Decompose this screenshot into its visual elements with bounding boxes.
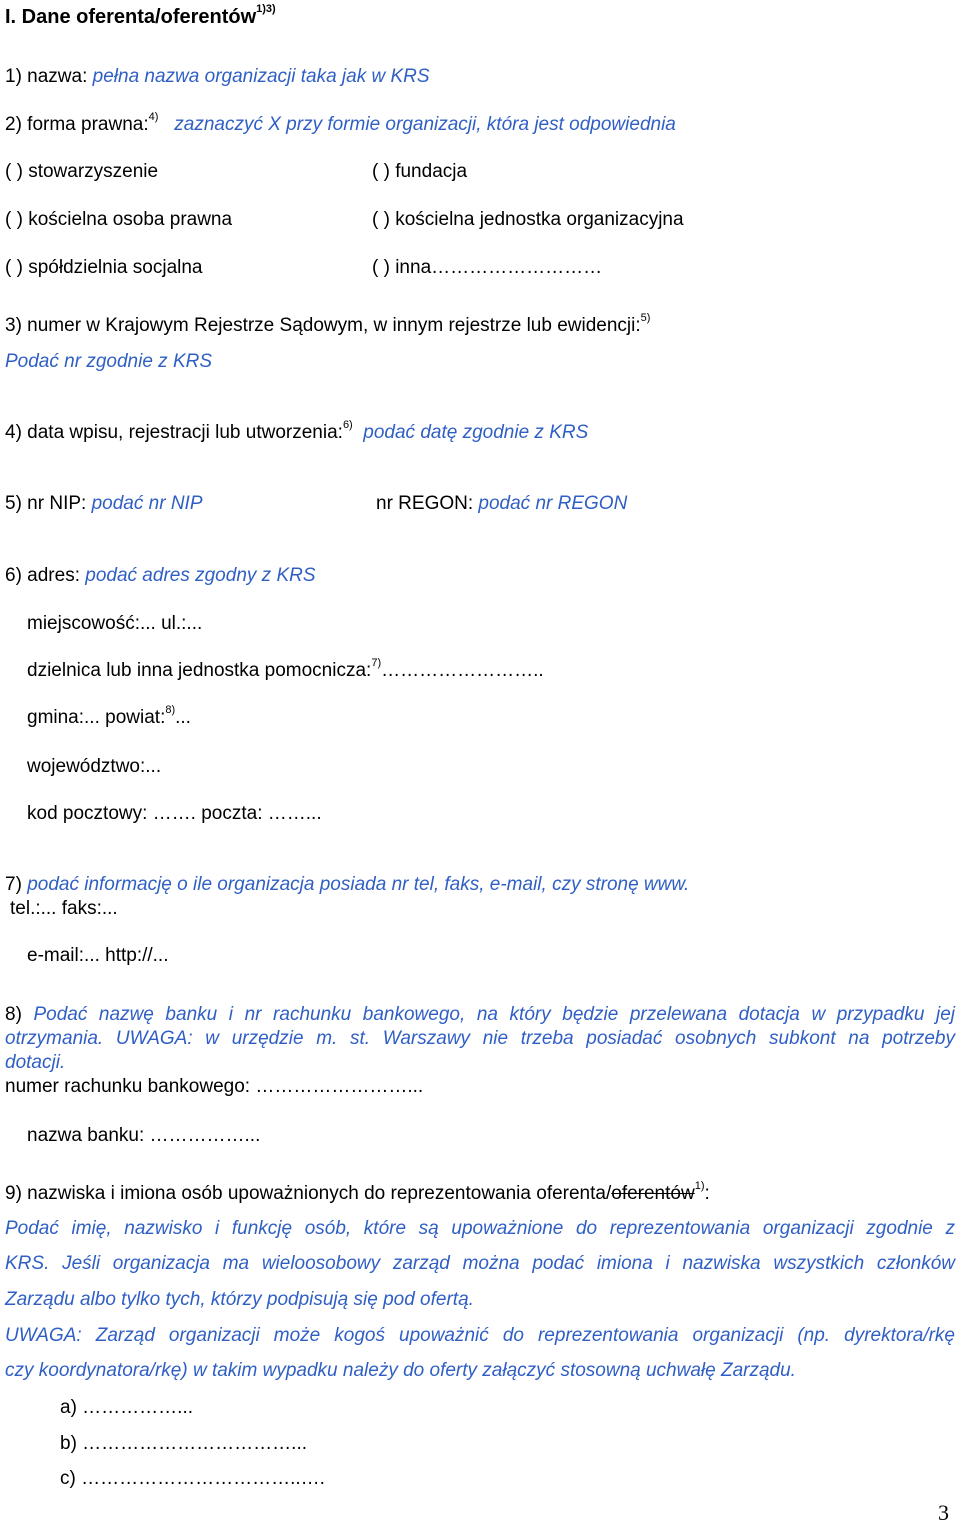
representative-b: b) ……………………………...	[60, 1433, 308, 1454]
address-label: 6) adres:	[5, 565, 80, 586]
name-hint: pełna nazwa organizacji taka jak w KRS	[92, 66, 430, 87]
bank-name: nazwa banku: ……………...	[27, 1125, 261, 1146]
section-title-footnote: 1)3)	[256, 3, 276, 15]
bank-number: 8)	[5, 1004, 22, 1025]
registry-number-field	[5, 312, 651, 336]
representative-c: c) ……………………………..….	[60, 1468, 325, 1489]
address-district-footnote: 7)	[371, 657, 382, 669]
representatives-hint-line-5: czy koordynatora/rkę) w takim wypadku należy do oferty załączyć stosowną uchwałę Zarządu.	[5, 1360, 796, 1381]
address-gmina-powiat	[27, 704, 191, 728]
legal-form-option-inna[interactable]: ( ) inna………………………	[372, 257, 603, 278]
registration-date-footnote: 6)	[342, 419, 353, 431]
registration-date-hint: podać datę zgodnie z KRS	[363, 422, 589, 443]
address-gmina-label: gmina:... powiat:	[27, 707, 166, 728]
nip-field	[5, 494, 203, 513]
representatives-hint-line-3: Zarządu albo tylko tych, którzy podpisują się pod ofertą.	[5, 1289, 474, 1310]
representative-a: a) ……………...	[60, 1397, 194, 1418]
nip-hint: podać nr NIP	[91, 493, 203, 514]
address-hint: podać adres zgodny z KRS	[85, 565, 316, 586]
name-field	[5, 67, 430, 86]
regon-label: nr REGON:	[376, 493, 474, 514]
contact-field	[5, 875, 689, 894]
legal-form-option-koscielna-jednostka[interactable]: ( ) kościelna jednostka organizacyjna	[372, 209, 684, 230]
representatives-footnote: 1)	[694, 1180, 705, 1192]
representatives-hint-line-4: UWAGA: Zarząd organizacji może kogoś upoważnić do reprezentowania organizacji (np. dyrektora/rkę	[5, 1325, 955, 1346]
representatives-hint-line-2: KRS. Jeśli organizacja ma wieloosobowy zarząd można podać imiona i nazwiska wszystkich członków	[5, 1253, 955, 1274]
legal-form-field	[5, 111, 676, 135]
section-title	[5, 3, 276, 28]
nip-label: 5) nr NIP:	[5, 493, 87, 514]
legal-form-option-fundacja[interactable]: ( ) fundacja	[372, 161, 468, 182]
address-powiat-footnote: 8)	[165, 704, 176, 716]
legal-form-label: 2) forma prawna:	[5, 114, 149, 135]
legal-form-option-spoldzielnia[interactable]: ( ) spółdzielnia socjalna	[5, 257, 203, 278]
bank-hint-line-1	[5, 1005, 955, 1024]
bank-hint-line-2: otrzymania. UWAGA: w urzędzie m. st. Warszawy nie trzeba posiadać osobnych subkont na potrzeby	[5, 1028, 955, 1049]
contact-hint: podać informację o ile organizacja posiada nr tel, faks, e-mail, czy stronę www.	[27, 874, 690, 895]
address-postal: kod pocztowy: ……. poczta: ……...	[27, 803, 322, 824]
bank-hint-line-3: dotacji.	[5, 1052, 66, 1073]
representatives-field	[5, 1180, 710, 1204]
address-district-label: dzielnica lub inna jednostka pomocnicza:	[27, 660, 372, 681]
legal-form-option-koscielna-osoba[interactable]: ( ) kościelna osoba prawna	[5, 209, 233, 230]
bank-hint-1: Podać nazwę banku i nr rachunku bankowego, na który będzie przelewana dotacja w przypadku jej	[33, 1004, 955, 1025]
contact-email-www: e-mail:... http://...	[27, 945, 169, 966]
regon-hint: podać nr REGON	[478, 493, 628, 514]
address-field	[5, 566, 316, 585]
representatives-label: 9) nazwiska i imiona osób upoważnionych do reprezentowania oferenta/	[5, 1183, 612, 1204]
page-number: 3	[938, 1500, 949, 1525]
address-city-street: miejscowość:... ul.:...	[27, 613, 203, 634]
address-district-dots: ……………………..	[381, 660, 544, 681]
representatives-struck-text: oferentów	[611, 1183, 695, 1204]
legal-form-hint: zaznaczyć X przy formie organizacji, która jest odpowiednia	[174, 114, 676, 135]
section-title-text: I. Dane oferenta/oferentów	[5, 6, 257, 28]
bank-account-number: numer rachunku bankowego: ……………………...	[5, 1076, 424, 1097]
registration-date-field	[5, 419, 589, 443]
legal-form-footnote: 4)	[148, 111, 159, 123]
regon-field	[376, 494, 627, 513]
address-voivodeship: województwo:...	[27, 756, 162, 777]
registry-number-hint: Podać nr zgodnie z KRS	[5, 351, 213, 372]
name-label: 1) nazwa:	[5, 66, 88, 87]
registry-number-label: 3) numer w Krajowym Rejestrze Sądowym, w innym rejestrze lub ewidencji:	[5, 315, 641, 336]
representatives-hint-line-1: Podać imię, nazwisko i funkcję osób, które są upoważnione do reprezentowania organizacji zgodnie z	[5, 1218, 955, 1239]
address-district	[27, 657, 544, 681]
registration-date-label: 4) data wpisu, rejestracji lub utworzenia:	[5, 422, 343, 443]
contact-phone-fax: tel.:... faks:...	[10, 898, 118, 919]
legal-form-option-stowarzyszenie[interactable]: ( ) stowarzyszenie	[5, 161, 159, 182]
contact-number: 7)	[5, 874, 22, 895]
registry-number-footnote: 5)	[640, 312, 651, 324]
address-powiat-dots: ...	[175, 707, 191, 728]
representatives-colon: :	[704, 1183, 710, 1204]
